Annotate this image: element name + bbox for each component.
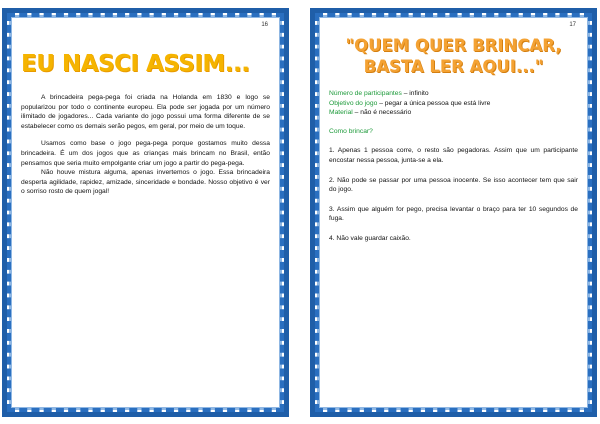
- paragraph: Não houve mistura alguma, apenas invertemos o jogo. Essa brincadeira desperta agilidade, rapidez, amizade, sinceridade e bondade. Nosso objetivo é ver o sorriso rosto de quem jogal!: [21, 169, 270, 196]
- info-objective: [329, 99, 578, 109]
- body-text: [21, 93, 270, 197]
- rule-step: 3. Assim que alguém for pego, precisa levantar o braço para ter 10 segundos de fuga.: [329, 205, 578, 223]
- game-info: [329, 89, 578, 244]
- rule-step: 2. Não pode se passar por uma pessoa inocente. Se isso acontecer tem que sair do jogo.: [329, 176, 578, 194]
- page-title: [329, 35, 578, 77]
- right-page: [310, 8, 597, 417]
- title-line: "QUEM QUER BRINCAR,: [345, 36, 562, 55]
- info-label: Número de participantes: [329, 90, 402, 97]
- info-value: – não é necessário: [352, 109, 412, 117]
- title-line: BASTA LER AQUI...": [363, 57, 544, 76]
- info-label: Objetivo do jogo: [329, 99, 378, 107]
- page-number: 17: [569, 22, 576, 28]
- info-label: Material: [329, 109, 353, 117]
- how-to-play-heading: Como brincar?: [329, 127, 373, 135]
- info-value: – infinito: [401, 90, 429, 97]
- paragraph: Usamos como base o jogo pega-pega porque gostamos muito dessa brincadeira. É um dos jogos que as crianças mais brincam no Brasil, então pensamos que seria muito empolgante criar um jogo a partir do pega-pega.: [21, 140, 270, 167]
- left-page: [2, 8, 289, 417]
- paragraph: A brincadeira pega-pega foi criada na Holanda em 1830 e logo se popularizou por todo o continente europeu. Ela pode ser jogada por um número ilimitado de jogadores... Cada variante do jogo possui uma forma diferente de se estabelecer como os demais serão pegos, em geral, por meio de um toque.: [21, 94, 270, 130]
- rule-step: 1. Apenas 1 pessoa corre, o resto são pegadoras. Assim que um participante encostar nessa pessoa, junta-se a ela.: [329, 147, 578, 164]
- info-participants: [329, 89, 578, 99]
- page-title: EU NASCI ASSIM...: [21, 51, 250, 77]
- page-number: 16: [261, 22, 268, 28]
- info-material: [329, 108, 578, 118]
- rule-step: 4. Não vale guardar caixão.: [329, 234, 411, 242]
- info-value: – pegar a única pessoa que está livre: [377, 99, 491, 107]
